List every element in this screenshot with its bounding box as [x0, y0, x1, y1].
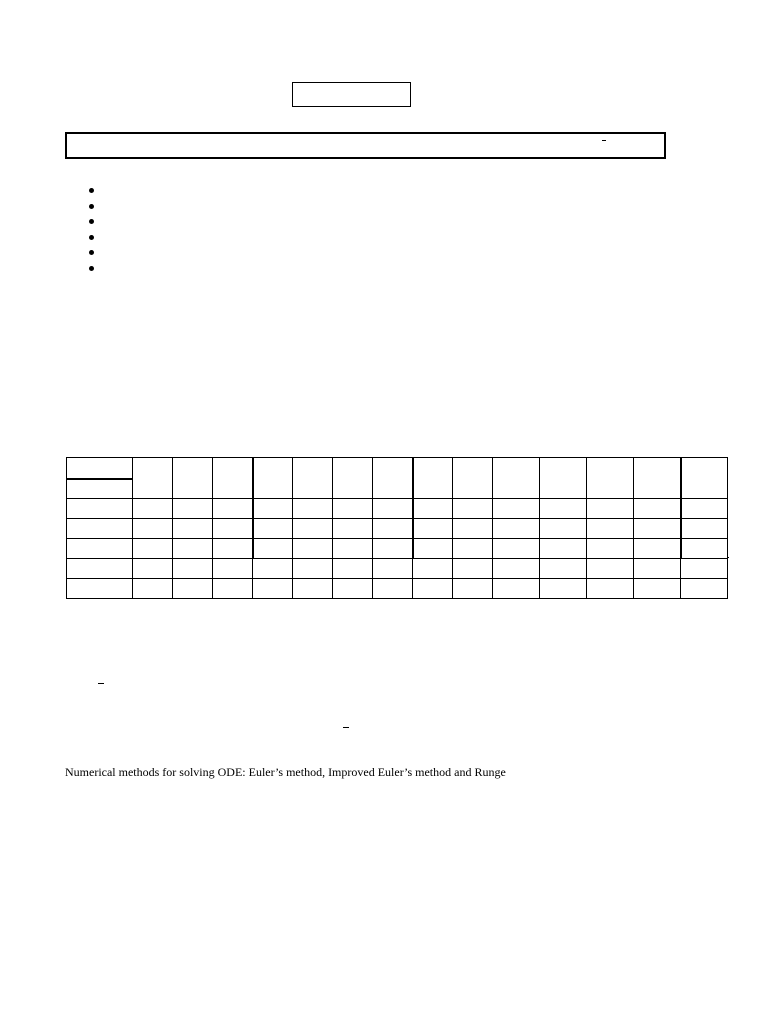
table-cell: [587, 519, 634, 539]
table-cell: [133, 539, 173, 559]
table-cell: [681, 559, 728, 579]
table-cell: [493, 458, 540, 499]
section-banner: [65, 132, 666, 159]
table-row: [67, 539, 728, 559]
table-cell: [373, 458, 413, 499]
table-cell: [681, 539, 728, 559]
table-cell: [587, 539, 634, 559]
table-header-row: [67, 458, 728, 499]
table-cell: [253, 458, 293, 499]
table-cell: [413, 539, 453, 559]
table-cell: [493, 559, 540, 579]
table-cell: [453, 519, 493, 539]
table-cell: [333, 539, 373, 559]
table-cell: [293, 559, 333, 579]
table-cell: [453, 458, 493, 499]
table-cell: [333, 519, 373, 539]
bullet-dot: [89, 188, 94, 193]
grid-table: [66, 457, 728, 599]
table-cell: [493, 539, 540, 559]
table-cell: [173, 458, 213, 499]
table-cell: [540, 539, 587, 559]
table-cell: [213, 539, 253, 559]
table-cell: [373, 579, 413, 599]
table-cell: [67, 499, 133, 519]
table-cell: [587, 559, 634, 579]
table-cell: [413, 579, 453, 599]
title-box: [292, 82, 411, 107]
header-divider: [67, 478, 132, 480]
table-row: [67, 559, 728, 579]
table-cell: [173, 579, 213, 599]
table-cell: [634, 579, 681, 599]
table-cell: [493, 579, 540, 599]
table-cell: [213, 499, 253, 519]
table-cell: [67, 539, 133, 559]
table-cell: [293, 519, 333, 539]
dash-mark: [343, 727, 349, 728]
table-cell: [413, 499, 453, 519]
bullet-dot: [89, 204, 94, 209]
table-cell: [413, 519, 453, 539]
table-cell: [453, 559, 493, 579]
table-cell: [453, 539, 493, 559]
table-cell: [413, 559, 453, 579]
body-text-line: Numerical methods for solving ODE: Euler’s method, Improved Euler’s method and Runge: [65, 765, 506, 779]
table-cell: [493, 519, 540, 539]
table-cell: [213, 579, 253, 599]
table-cell: [373, 519, 413, 539]
table-cell: [333, 559, 373, 579]
table-cell: [253, 539, 293, 559]
table-cell: [373, 539, 413, 559]
table-cell: [133, 499, 173, 519]
table-cell: [634, 559, 681, 579]
table-cell: [634, 519, 681, 539]
table-cell: [213, 519, 253, 539]
table-cell: [173, 559, 213, 579]
table-cell: [67, 559, 133, 579]
table-cell: [634, 458, 681, 499]
table-cell: [540, 579, 587, 599]
table-cell: [173, 539, 213, 559]
table-cell: [493, 499, 540, 519]
table-cell: [681, 499, 728, 519]
banner-dash-mark: [602, 140, 606, 141]
table-cell: [413, 458, 453, 499]
table-row: [67, 499, 728, 519]
table-cell: [133, 519, 173, 539]
table-cell: [453, 499, 493, 519]
table-header-cell: [67, 458, 133, 499]
bullet-dot: [89, 235, 94, 240]
table-cell: [253, 499, 293, 519]
table-cell: [133, 559, 173, 579]
table-cell: [253, 579, 293, 599]
table-cell: [133, 579, 173, 599]
table-cell: [453, 579, 493, 599]
table-cell: [173, 519, 213, 539]
table-cell: [67, 519, 133, 539]
table-cell: [634, 499, 681, 519]
table-cell: [634, 539, 681, 559]
table-cell: [213, 559, 253, 579]
table-cell: [133, 458, 173, 499]
table-cell: [173, 499, 213, 519]
table-cell: [540, 559, 587, 579]
table-cell: [213, 458, 253, 499]
table-cell: [681, 519, 728, 539]
table-cell: [333, 579, 373, 599]
bullet-dot: [89, 266, 94, 271]
table-row: [67, 579, 728, 599]
table-cell: [540, 499, 587, 519]
table-cell: [587, 579, 634, 599]
table-row: [67, 519, 728, 539]
table-cell: [540, 458, 587, 499]
table-cell: [333, 499, 373, 519]
bullet-dot: [89, 250, 94, 255]
table-cell: [681, 579, 728, 599]
table-cell: [253, 519, 293, 539]
table-cell: [373, 499, 413, 519]
table-cell: [587, 499, 634, 519]
table-cell: [333, 458, 373, 499]
table-cell: [293, 499, 333, 519]
table-cell: [540, 519, 587, 539]
table-edge-tick: [727, 557, 729, 558]
table-cell: [253, 559, 293, 579]
table-cell: [587, 458, 634, 499]
dash-mark: [98, 683, 104, 684]
table-cell: [67, 579, 133, 599]
table-cell: [293, 458, 333, 499]
table-cell: [681, 458, 728, 499]
table-cell: [373, 559, 413, 579]
table-cell: [293, 539, 333, 559]
bullet-dot: [89, 219, 94, 224]
table-cell: [293, 579, 333, 599]
